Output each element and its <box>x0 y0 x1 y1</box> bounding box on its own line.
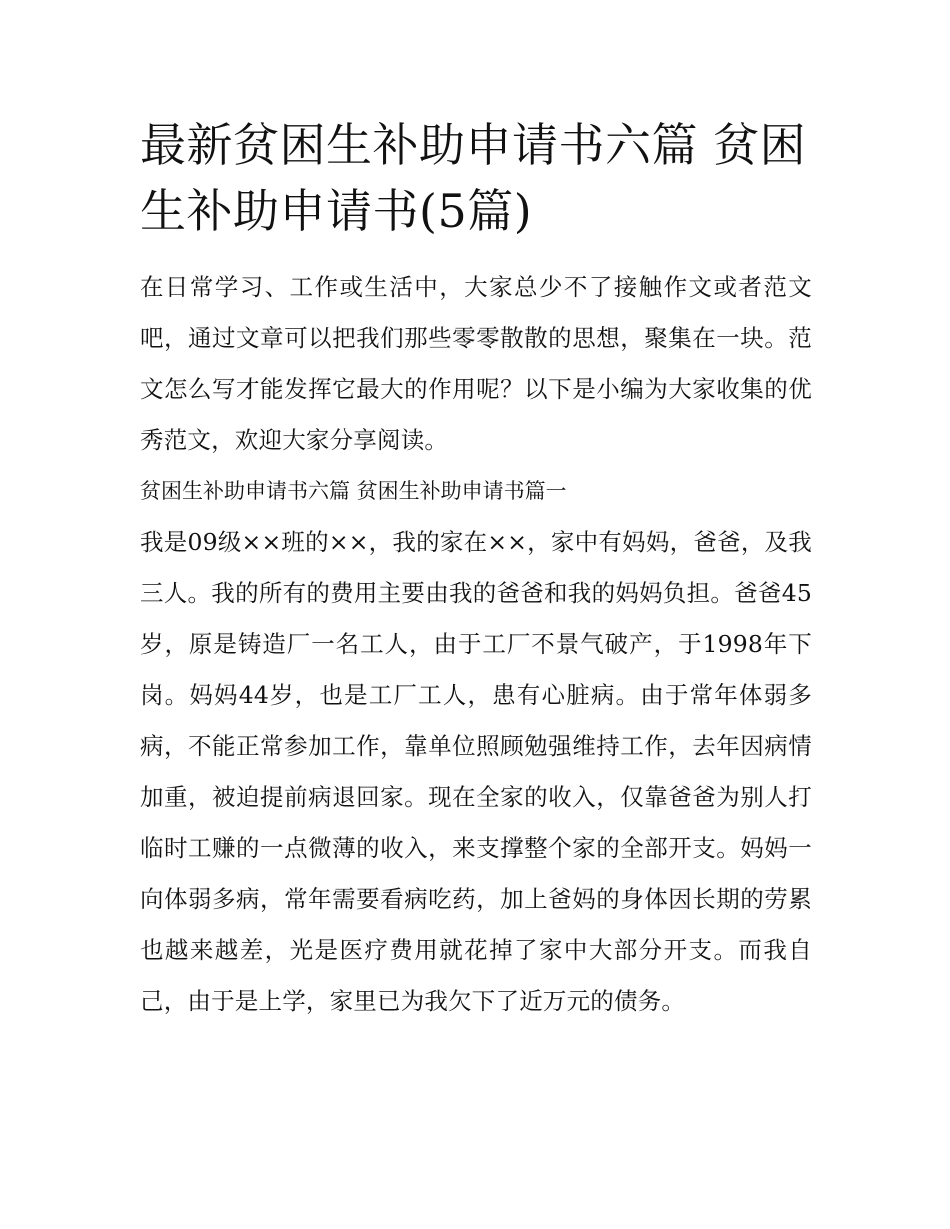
section-heading: 贫困生补助申请书六篇 贫困生补助申请书篇一 <box>140 479 567 503</box>
intro-paragraph: 在日常学习、工作或生活中，大家总少不了接触作文或者范文吧，通过文章可以把我们那些零零散散的思想，聚集在一块。范文怎么写才能发挥它最大的作用呢？以下是小编为大家收集的优秀范文，欢迎大家分享阅读。 <box>140 273 812 454</box>
body-paragraph: 我是09级××班的××，我的家在××，家中有妈妈，爸爸，及我三人。我的所有的费用主要由我的爸爸和我的妈妈负担。爸爸45岁，原是铸造厂一名工人，由于工厂不景气破产，于1998年下岗。妈妈44岁，也是工厂工人，患有心脏病。由于常年体弱多病，不能正常参加工作，靠单位照顾勉强维持工作，去年因病情加重，被迫提前病退回家。现在全家的收入，仅靠爸爸为别人打临时工赚的一点微薄的收入，来支撑整个家的全部开支。妈妈一向体弱多病，常年需要看病吃药，加上爸妈的身体因长期的劳累也越来越差，光是医疗费用就花掉了家中大部分开支。而我自己，由于是上学，家里已为我欠下了近万元的债务。 <box>140 528 812 1015</box>
document-title: 最新贫困生补助申请书六篇 贫困生补助申请书(5篇) <box>140 118 807 238</box>
document-page <box>140 112 812 1027</box>
